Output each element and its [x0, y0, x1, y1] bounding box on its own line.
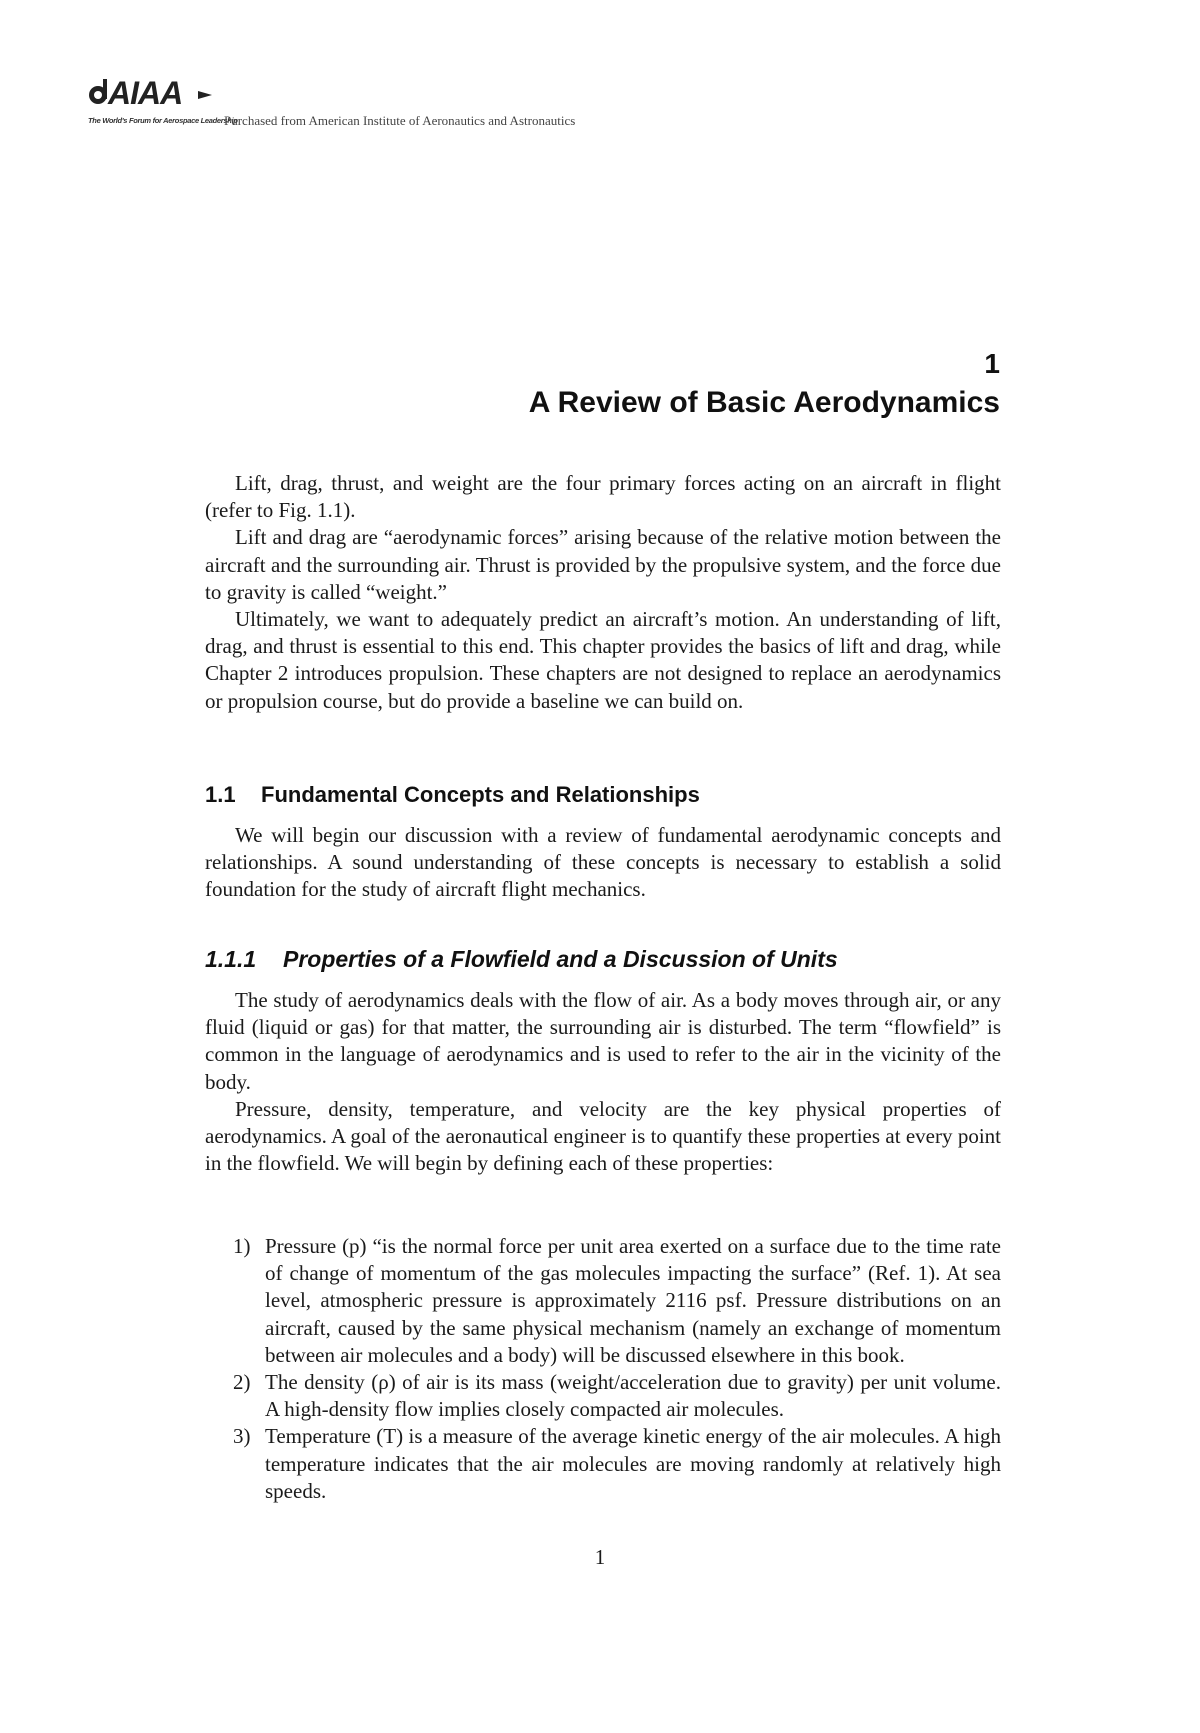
- aiaa-logo-mark: [86, 73, 266, 109]
- list-item-text: The density (ρ) of air is its mass (weight/acceleration due to gravity) per unit volume. A high-density flow implies closely compacted air molecules.: [265, 1370, 1001, 1422]
- section-heading: [205, 782, 1001, 808]
- list-item-text: Temperature (T) is a measure of the average kinetic energy of the air molecules. A high temperature indicates that the air molecules are moving randomly at relatively high speeds.: [265, 1424, 1001, 1503]
- section-1-1-1: [205, 946, 1001, 1177]
- aiaa-logo: [86, 73, 266, 107]
- subsection-title: Properties of a Flowfield and a Discussion of Units: [283, 946, 838, 972]
- paragraph: We will begin our discussion with a review of fundamental aerodynamic concepts and relationships. A sound understanding of these concepts is necessary to establish a solid foundation for the study of aircraft flight mechanics.: [205, 823, 1001, 902]
- property-list: [205, 1233, 1001, 1505]
- list-item: [205, 1369, 1001, 1423]
- paragraph: Lift, drag, thrust, and weight are the four primary forces acting on an aircraft in flight (refer to Fig. 1.1).: [205, 471, 1001, 523]
- chapter-title: A Review of Basic Aerodynamics: [528, 386, 1000, 419]
- list-item: [205, 1423, 1001, 1505]
- chapter-number: 1: [984, 348, 1000, 379]
- logo-tagline: The World's Forum for Aerospace Leadership: [88, 116, 238, 125]
- section-title: Fundamental Concepts and Relationships: [261, 782, 700, 807]
- purchase-notice: Purchased from American Institute of Aeronautics and Astronautics: [224, 113, 576, 128]
- publisher-header: [86, 73, 786, 133]
- list-item-text: Pressure (p) “is the normal force per unit area exerted on a surface due to the time rate of change of momentum of the gas molecules impacting the surface” (Ref. 1). At sea level, atmospheric pressure is approximately 2116 psf. Pressure distributions on an aircraft, caused by the same physical mechanism (namely an exchange of momentum between air molecules and a body) will be discussed elsewhere in this book.: [265, 1234, 1001, 1367]
- paragraph: The study of aerodynamics deals with the flow of air. As a body moves through air, or any fluid (liquid or gas) for that matter, the surrounding air is disturbed. The term “flowfield” is common in the language of aerodynamics and is used to refer to the air in the vicinity of the body.: [205, 988, 1001, 1094]
- paragraph: Ultimately, we want to adequately predict an aircraft’s motion. An understanding of lift, drag, and thrust is essential to this end. This chapter provides the basics of lift and drag, while Chapter 2 introduces propulsion. These chapters are not designed to replace an aerodynamics or propulsion course, but do provide a baseline we can build on.: [205, 607, 1001, 713]
- section-1-1: [205, 782, 1001, 904]
- section-number: 1.1: [205, 782, 236, 807]
- list-marker: 3): [233, 1424, 251, 1449]
- list-item: [205, 1233, 1001, 1369]
- svg-text:AIAA: AIAA: [108, 75, 183, 109]
- subsection-heading: [205, 946, 1001, 973]
- list-marker: 2): [233, 1370, 251, 1395]
- page-number: 1: [594, 1545, 606, 1569]
- paragraph: Lift and drag are “aerodynamic forces” arising because of the relative motion between the aircraft and the surrounding air. Thrust is provided by the propulsive system, and the force due to gravity is called “weight.”: [205, 525, 1001, 604]
- list-marker: 1): [233, 1234, 251, 1258]
- intro-section: [205, 470, 1001, 715]
- paragraph: Pressure, density, temperature, and velocity are the key physical properties of aerodynamics. A goal of the aeronautical engineer is to quantify these properties at every point in the flowfield. We will begin by defining each of these properties:: [205, 1096, 1001, 1176]
- subsection-number: 1.1.1: [205, 946, 257, 972]
